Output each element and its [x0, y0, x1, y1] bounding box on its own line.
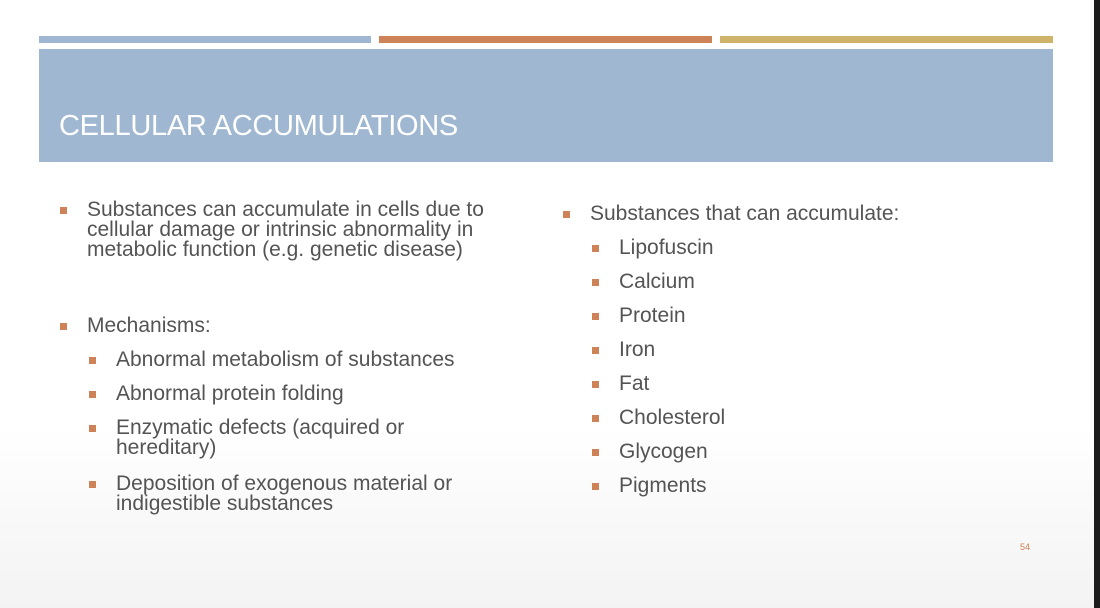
square-bullet-icon [60, 323, 67, 330]
list-item [60, 384, 540, 404]
mechanism-text: Deposition of exogenous material or indigestible substances [116, 472, 453, 515]
substance-text: Glycogen [619, 440, 708, 463]
list-item [563, 374, 1023, 394]
square-bullet-icon [592, 313, 599, 320]
list-item [563, 408, 1023, 428]
square-bullet-icon [592, 279, 599, 286]
accent-bar-gold [720, 36, 1053, 43]
accent-bar-orange [379, 36, 712, 43]
square-bullet-icon [60, 207, 67, 214]
list-item [60, 418, 446, 458]
square-bullet-icon [563, 211, 570, 218]
list-item [563, 340, 1023, 360]
square-bullet-icon [89, 357, 96, 364]
substance-text: Calcium [619, 270, 695, 293]
substance-text: Pigments [619, 474, 707, 497]
list-item [60, 200, 540, 260]
list-item [563, 272, 1023, 292]
substance-text: Iron [619, 338, 656, 361]
list-item [60, 474, 556, 514]
square-bullet-icon [89, 481, 96, 488]
square-bullet-icon [89, 391, 96, 398]
list-item [563, 442, 1023, 462]
intro-text: Substances can accumulate in cells due to cellular damage or intrinsic abnormality in metabolic function (e.g. genetic disease) [87, 198, 484, 261]
substances-heading: Substances that can accumulate: [590, 202, 900, 225]
mechanism-text: Abnormal protein folding [116, 382, 344, 405]
square-bullet-icon [592, 483, 599, 490]
substance-text: Protein [619, 304, 686, 327]
mechanism-text: Abnormal metabolism of substances [116, 348, 455, 371]
right-column [563, 204, 1023, 496]
accent-bar-blue [39, 36, 371, 43]
list-item [563, 238, 1023, 258]
square-bullet-icon [592, 347, 599, 354]
square-bullet-icon [592, 381, 599, 388]
substance-text: Fat [619, 372, 650, 395]
title-band [39, 49, 1053, 162]
page-number: 54 [1020, 542, 1031, 552]
mechanisms-heading: Mechanisms: [87, 314, 211, 337]
square-bullet-icon [592, 415, 599, 422]
square-bullet-icon [592, 245, 599, 252]
substance-text: Lipofuscin [619, 236, 714, 259]
list-item [563, 476, 1023, 496]
list-item [563, 204, 1023, 224]
list-item [60, 350, 540, 370]
list-item [60, 316, 540, 336]
square-bullet-icon [89, 425, 96, 432]
left-column [60, 200, 540, 514]
square-bullet-icon [592, 449, 599, 456]
list-item [563, 306, 1023, 326]
slide-title: CELLULAR ACCUMULATIONS [59, 110, 458, 142]
substance-text: Cholesterol [619, 406, 726, 429]
mechanism-text: Enzymatic defects (acquired or hereditary) [116, 416, 405, 459]
window-edge [1094, 0, 1100, 608]
